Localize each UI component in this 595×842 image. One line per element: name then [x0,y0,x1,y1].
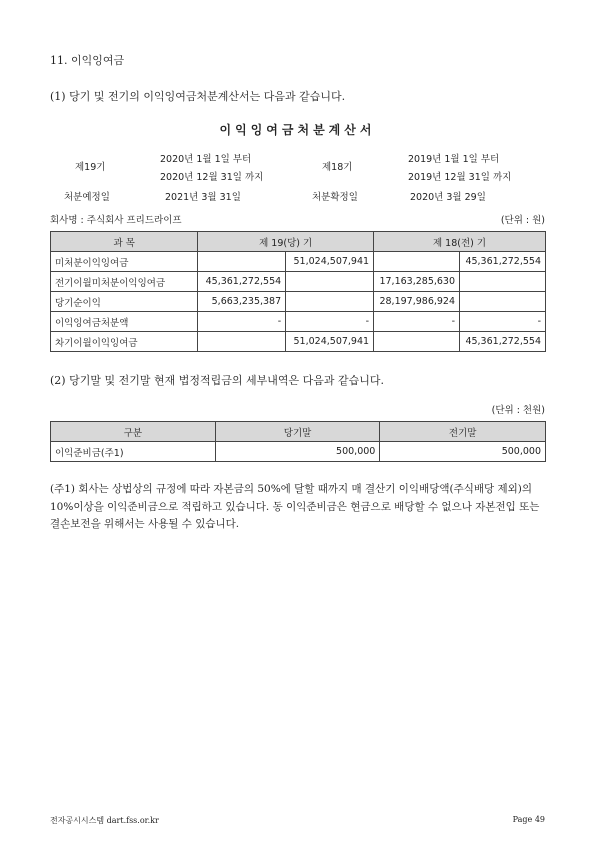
unit-label: (단위 : 원) [500,215,545,226]
header-category: 구분 [51,422,216,442]
cell: - [286,312,374,332]
page-number: Page 49 [512,815,545,824]
cell: 45,361,272,554 [460,332,546,352]
prior-plan-label: 처분확정일 [312,192,358,203]
cell [374,332,460,352]
table-row [51,332,546,352]
current-plan-date: 2021년 3월 31일 [165,192,241,203]
table-row [51,272,546,292]
unit-label-2: (단위 : 천원) [491,405,545,416]
company-name: 회사명 : 주식회사 프리드라이프 [50,215,182,226]
prior-plan-date: 2020년 3월 29일 [410,192,486,203]
cell: - [460,312,546,332]
cell: 17,163,285,630 [374,272,460,292]
prior-term-to: 2019년 12월 31일 까지 [408,172,512,183]
cell: 51,024,507,941 [286,252,374,272]
cell: 45,361,272,554 [198,272,286,292]
row-label: 전기이월미처분이익잉여금 [51,272,198,292]
row-label: 이익잉여금처분액 [51,312,198,332]
header-account: 과 목 [51,232,198,252]
current-term-from: 2020년 1월 1일 부터 [160,154,252,165]
cell [286,292,374,312]
retained-earnings-table [50,231,546,352]
cell: - [374,312,460,332]
cell [374,252,460,272]
cell: 28,197,986,924 [374,292,460,312]
row-label: 차기이월이익잉여금 [51,332,198,352]
legal-reserve-table [50,421,546,462]
table-header-row [51,232,546,252]
cell: 5,663,235,387 [198,292,286,312]
prior-term-from: 2019년 1월 1일 부터 [408,154,500,165]
cell: 45,361,272,554 [460,252,546,272]
header-prior-term: 제 18(전) 기 [374,232,546,252]
cell [198,252,286,272]
cell: 500,000 [380,442,546,462]
prior-term-label: 제18기 [322,162,353,173]
row-label: 이익준비금(주1) [51,442,216,462]
cell [286,272,374,292]
header-prior-end: 전기말 [380,422,546,442]
cell: - [198,312,286,332]
cell [460,292,546,312]
table-header-row [51,422,546,442]
footer-source: 전자공시시스템 dart.fss.or.kr [50,816,159,825]
section-title: 11. 이익잉여금 [50,54,125,67]
footnote: (주1) 회사는 상법상의 규정에 따라 자본금의 50%에 달할 때까지 매 결산기 이익배당액(주식배당 제외)의 10%이상을 이익준비금으로 적립하고 있습니다. 동 이익준비금은 현금으로 배당할 수 없으나 자본전입 또는 결손보전을 위해서는 사용될 수 있습니다. [50,483,540,530]
table-row [51,442,546,462]
row-label: 당기순이익 [51,292,198,312]
table-row [51,312,546,332]
reserve-paragraph: (2) 당기말 및 전기말 현재 법정적립금의 세부내역은 다음과 같습니다. [50,374,384,387]
current-plan-label: 처분예정일 [64,192,110,203]
statement-title: 이익잉여금처분계산서 [219,123,376,137]
header-current-term: 제 19(당) 기 [198,232,374,252]
cell: 51,024,507,941 [286,332,374,352]
cell [198,332,286,352]
current-term-to: 2020년 12월 31일 까지 [160,172,264,183]
row-label: 미처분이익잉여금 [51,252,198,272]
current-term-label: 제19기 [75,162,106,173]
cell [460,272,546,292]
table-row [51,292,546,312]
intro-paragraph: (1) 당기 및 전기의 이익잉여금처분계산서는 다음과 같습니다. [50,90,346,103]
header-current-end: 당기말 [215,422,380,442]
cell: 500,000 [215,442,380,462]
table-row [51,252,546,272]
